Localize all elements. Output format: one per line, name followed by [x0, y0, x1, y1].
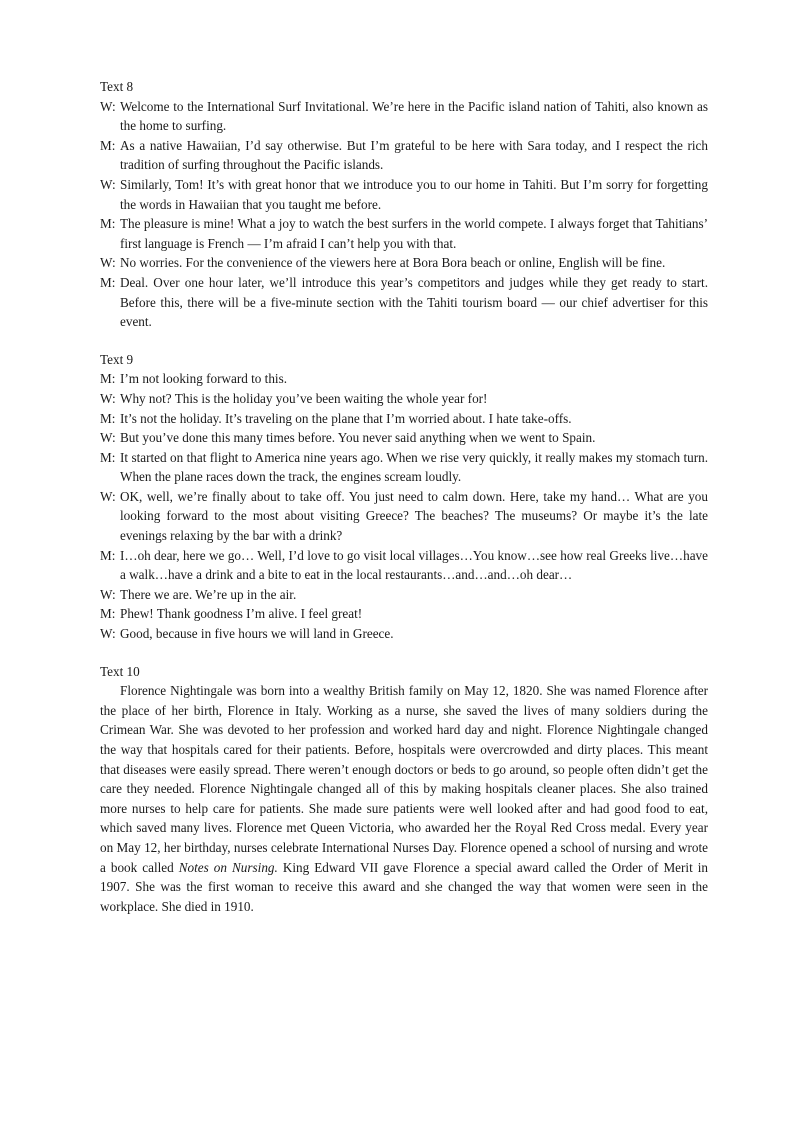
text-9-title: Text 9 [100, 351, 134, 367]
dialogue-text: Good, because in five hours we will land in Greece. [120, 626, 394, 642]
text-9-section [100, 350, 708, 644]
dialogue-text: Welcome to the International Surf Invitational. We’re here in the Pacific island nation of Tahiti, also known as the home to surfing. [120, 98, 708, 134]
speaker-label: W: [100, 176, 116, 192]
dialogue-line [100, 175, 708, 214]
dialogue-text: I…oh dear, here we go… Well, I’d love to go visit local villages…You know…see how real Greeks live…have a walk…have a drink and a bite to eat in the local restaurants…and…and…oh dear… [120, 547, 708, 583]
document-page [100, 77, 708, 916]
dialogue-line [100, 369, 708, 389]
dialogue-text: OK, well, we’re finally about to take off. You just need to calm down. Here, take my hand… What are you looking forward to the most about visiting Greece? The beaches? The museums? Or maybe it’s the late evenings relaxing by the bar with a drink? [120, 488, 708, 544]
dialogue-text: It’s not the holiday. It’s traveling on the plane that I’m worried about. I hate take-offs. [120, 410, 572, 426]
text-9-dialogue [100, 369, 708, 643]
text-8-section [100, 77, 708, 332]
dialogue-text: The pleasure is mine! What a joy to watch the best surfers in the world compete. I always forget that Tahitians’ first language is French — I’m afraid I can’t help you with that. [120, 216, 708, 251]
text-10-title: Text 10 [100, 663, 140, 679]
dialogue-text: It started on that flight to America nine years ago. When we rise very quickly, it really makes my stomach turn. When the plane races down the track, the engines scream loudly. [120, 449, 708, 485]
text-10-passage [100, 681, 708, 916]
dialogue-text: There we are. We’re up in the air. [120, 586, 297, 602]
dialogue-line [100, 604, 708, 624]
speaker-label: M: [100, 137, 116, 153]
dialogue-text: Phew! Thank goodness I’m alive. I feel great! [120, 606, 363, 622]
dialogue-line [100, 389, 708, 409]
book-title: Notes on Nursing. [178, 859, 278, 875]
dialogue-line [100, 97, 708, 136]
dialogue-line [100, 487, 708, 546]
dialogue-line [100, 448, 708, 487]
dialogue-line [100, 585, 708, 605]
dialogue-line [100, 428, 708, 448]
dialogue-text: As a native Hawaiian, I’d say otherwise. But I’m grateful to be here with Sara today, and I respect the rich tradition of surfing throughout the Pacific islands. [120, 137, 708, 173]
speaker-label: W: [100, 255, 116, 271]
dialogue-line [100, 546, 708, 585]
dialogue-text: No worries. For the convenience of the viewers here at Bora Bora beach or online, English will be fine. [120, 255, 666, 271]
speaker-label: W: [100, 626, 116, 642]
speaker-label: M: [100, 216, 116, 232]
speaker-label: M: [100, 606, 116, 622]
passage-text-after: King Edward VII gave Florence a special award called the Order of Merit in 1907. She was the first woman to receive this award and she changed the way that women were seen in the workplace. She died in 1910. [100, 859, 709, 914]
dialogue-line [100, 253, 708, 273]
dialogue-text: Deal. Over one hour later, we’ll introduce this year’s competitors and judges while they get ready to start. Before this, there will be a five-minute section with the Tahiti tourism board — our chief advertiser for this event. [120, 274, 708, 330]
dialogue-text: But you’ve done this many times before. You never said anything when we went to Spain. [120, 430, 596, 446]
speaker-label: M: [100, 371, 116, 387]
speaker-label: W: [100, 98, 116, 114]
speaker-label: W: [100, 586, 116, 602]
speaker-label: M: [100, 410, 116, 426]
passage-text-before: Florence Nightingale was born into a wealthy British family on May 12, 1820. She was named Florence after the place of her birth, Florence in Italy. Working as a nurse, she saved the lives of many soldiers during the Crimean War. She was devoted to her profession and worked hard day and night. Florence Nightingale changed the way that hospitals cared for their patients. Before, hospitals were overcrowded and dirty places. This meant that diseases were easily spread. There weren’t enough doctors or beds to go around, so people often didn’t get the care they needed. Florence Nightingale changed all of this by making hospitals cleaner places. She also trained more nurses to help care for patients. She made sure patients were well looked after and had good food to eat, which saved many lives. Florence met Queen Victoria, who awarded her the Royal Red Cross medal. Every year on May 12, her birthday, nurses celebrate International Nurses Day. Florence opened a school of nursing and wrote a book called [100, 683, 708, 875]
dialogue-line [100, 136, 708, 175]
text-10-section [100, 662, 708, 917]
dialogue-text: Similarly, Tom! It’s with great honor that we introduce you to our home in Tahiti. But I’m sorry for forgetting the words in Hawaiian that you taught me before. [120, 176, 708, 212]
speaker-label: W: [100, 390, 116, 406]
dialogue-line [100, 624, 708, 644]
speaker-label: M: [100, 449, 116, 465]
dialogue-text: Why not? This is the holiday you’ve been waiting the whole year for! [120, 390, 488, 406]
text-8-title: Text 8 [100, 79, 134, 94]
dialogue-line [100, 409, 708, 429]
dialogue-line [100, 273, 708, 332]
speaker-label: M: [100, 274, 116, 290]
text-8-dialogue [100, 97, 708, 332]
dialogue-line [100, 214, 708, 253]
dialogue-text: I’m not looking forward to this. [120, 371, 288, 387]
speaker-label: M: [100, 547, 116, 563]
speaker-label: W: [100, 488, 116, 504]
speaker-label: W: [100, 430, 116, 446]
